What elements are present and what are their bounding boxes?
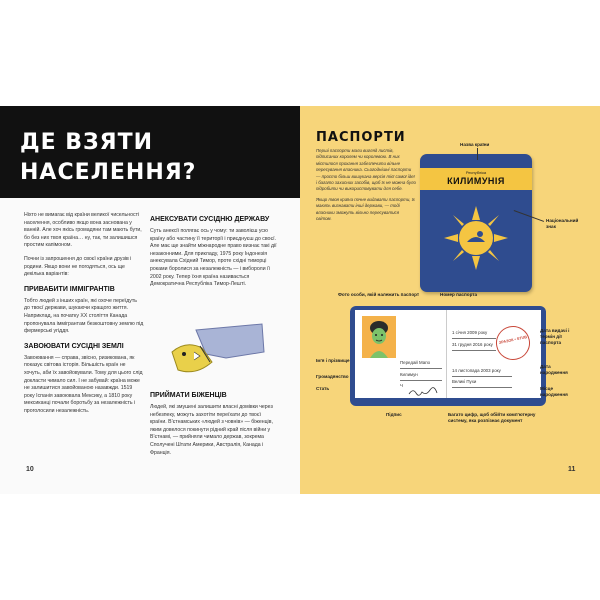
left-column	[24, 212, 144, 421]
field-line	[452, 376, 512, 377]
intro-paragraph: Почни із запрошення до своєї країни друзів і родини. Якщо вони не погодяться, ось ще декілька варіантів:	[24, 255, 132, 278]
data-page-right	[447, 310, 541, 398]
annotation-photo: Фото особи, якій належить паспорт	[338, 292, 420, 297]
annotation-passport-number: Номер паспорта	[440, 292, 478, 297]
page-number: 11	[568, 466, 576, 473]
passport-cover	[420, 154, 532, 292]
sun-emblem-icon	[444, 206, 508, 270]
annotation-issue-date: Дата видачі і термін дії паспорта	[540, 328, 570, 345]
intro-paragraph: Якщо твоя країна почне видавати паспорти, їх мають визнавати інші держави, — тоді власники зможуть вільно пересуватися світом.	[316, 196, 415, 222]
signature-scribble-icon	[408, 387, 438, 397]
annotation-birth-place: Місце народження	[540, 386, 568, 397]
section-heading: ПРИВАБИТИ ІММІГРАНТІВ	[24, 285, 115, 293]
section-text: Тобто людей з інших країн, які охоче переїдуть до твоєї держави, шукаючи кращого життя. Наприклад, на початку XX століття Канада пропонувала іммігрантам безкоштовну землю під фермерські угіддя.	[24, 297, 144, 335]
section-heading: ПРИЙМАТИ БІЖЕНЦІВ	[150, 392, 227, 399]
refugees-column	[150, 388, 278, 463]
annotation-citizenship: Громадянство	[316, 374, 349, 379]
intro-paragraph: Ніхто не вимагає від країни великої чисельності населення, особливо якщо вона заснована у ванній. Але хоч якісь громадяни там мають бути, бо без них твоя країна… ну, так, ти залишишся простим капімоном.	[24, 212, 142, 249]
citizenship-value: Килимун	[400, 372, 418, 377]
field-line	[400, 368, 442, 369]
section-text: Суть анексії полягає ось у чому: ти заволієш усю країну або частину її території і приєднуєш до своєї. Але має ще знайти міжнародне право визнає такі дії незаконними. Для прикладу, 1975 року Індонезія анексувала Східний Тимор, проте східні тиморці роками боролися за незалежність — і вибороли її 2002 року. Тепер їхня країна називається Демократична Республіка Тимор-Лешті.	[150, 228, 277, 288]
right-page	[300, 106, 600, 494]
annexation-illustration	[166, 322, 272, 382]
middle-column	[150, 212, 278, 295]
page-title: ДЕ ВЗЯТИ НАСЕЛЕННЯ?	[20, 130, 197, 185]
section-heading: АНЕКСУВАТИ СУСІДНЮ ДЕРЖАВУ	[150, 216, 270, 223]
page-number: 10	[26, 466, 34, 473]
holder-portrait-icon	[362, 316, 396, 358]
birth-date-value: 14 листопада 2003 року	[452, 368, 501, 373]
leader-line	[477, 148, 478, 160]
stamp-label: ЗРАЗОК • STUB	[498, 335, 528, 345]
annotation-signature: Підпис	[386, 412, 402, 417]
name-value: Передай Мапо	[400, 360, 431, 365]
field-line	[400, 380, 442, 381]
book-spread	[0, 106, 600, 494]
section-text: Завоювання — справа, звісно, ризикована, як показує світова історія. Більшість країн не хочуть, аби їх завойовували. Тому для цього слід докласти чимало сил. І не забувай: країна може не залишитися завойованою назавжди. 1519 року Іспанія завоювала Мексику, а 1810 року мексиканці почали боротьбу за незалежність і проголосили незалежність.	[24, 354, 143, 414]
expiry-date-value: 31 грудня 2016 року	[452, 342, 493, 347]
cover-country-name: КИЛИМУНІЯ	[447, 176, 505, 186]
annotation-name: Ім'я і прізвище	[316, 358, 350, 363]
field-line	[452, 387, 512, 388]
left-page	[0, 106, 300, 494]
issue-date-value: 1 січня 2009 року	[452, 330, 488, 335]
field-line	[452, 338, 496, 339]
sex-value: Ч	[400, 383, 403, 388]
title-band	[0, 106, 300, 198]
passports-title: ПАСПОРТИ	[316, 130, 406, 145]
section-text: Людей, які змушені залишити власні домівки через небезпеку, можуть захотіти переїхати до твоєї країни. В'єтнамських «людей з човнів» — біженців, яким довелося покинути рідний край після війни у В'єтнамі, — прийняли чимало держав, зокрема Сполучені Штати Америки, Австралія, Канада і Франція.	[150, 404, 273, 456]
passports-intro	[316, 148, 416, 226]
section-heading: ЗАВОЮВАТИ СУСІДНІ ЗЕМЛІ	[24, 342, 124, 350]
birth-place-value: Великі Пухи	[452, 379, 477, 384]
annotation-barcode: Багато цифр, щоб обійти комп'ютерну систему, яка розпізнає документ	[448, 412, 536, 423]
annotation-national-emblem: Національний знак	[546, 218, 579, 229]
cover-republic-label: Республіка	[465, 170, 487, 175]
annotation-birth-date: Дата народження	[540, 364, 568, 375]
field-line	[452, 350, 496, 351]
intro-paragraph: Перші паспорти мали вигляд листів, підписаних королем чи королевою. В них містилося прохання забезпечити вільне пересування власника. Сьогоднішні паспорти — просто більш вишукана версія тієї самої ідеї і багато захисних засобів, щоб їх не можна було підробити чи використовувати для себе.	[316, 148, 416, 192]
holder-photo	[362, 316, 396, 358]
annotation-sex: Стать	[316, 386, 330, 391]
annotation-country-name: Назва країни	[460, 142, 490, 147]
